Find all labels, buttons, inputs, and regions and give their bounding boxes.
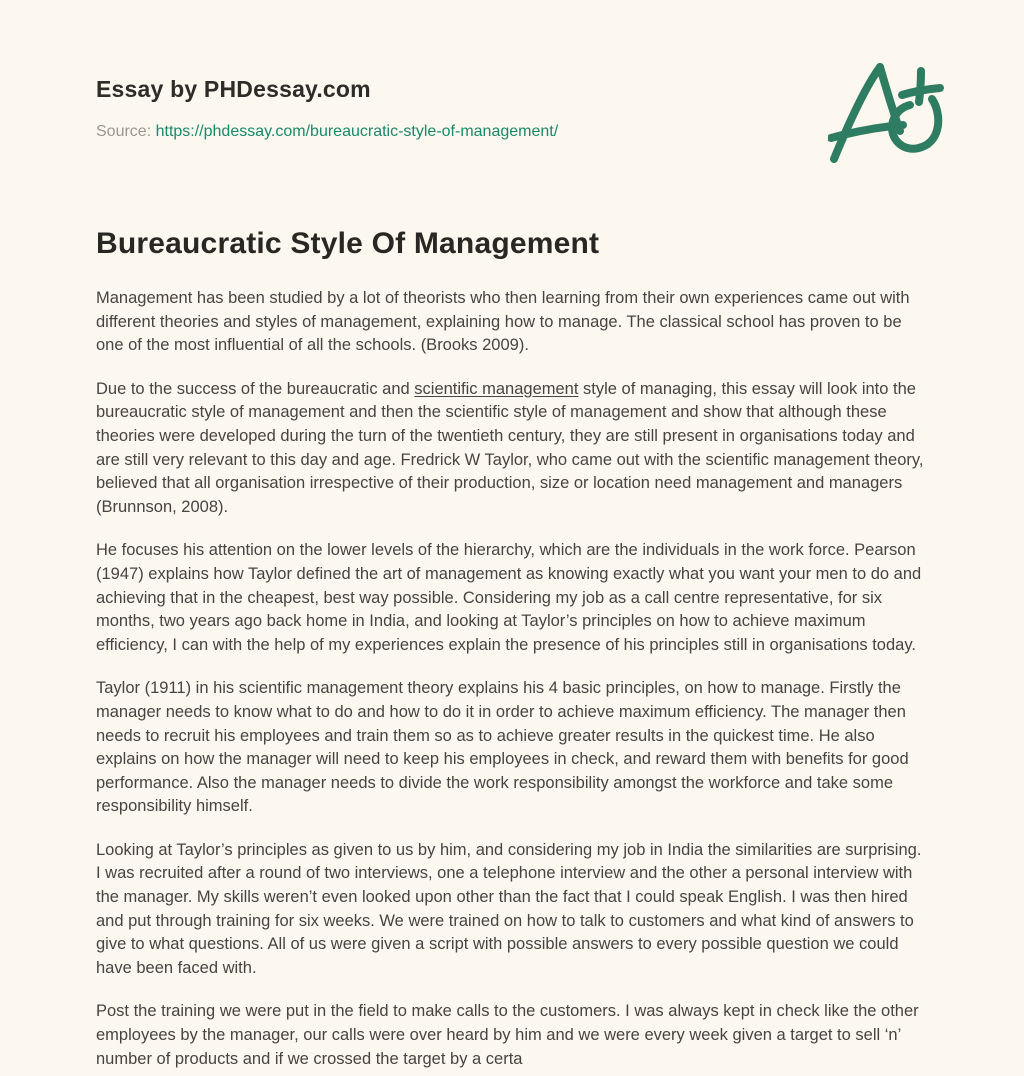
paragraph-1: Management has been studied by a lot of theorists who then learning from their own experiences came out with different theories and styles of management, explaining how to manage. The classical school has proven to be one of the most influential of all the schools. (Brooks 2009).	[96, 289, 910, 355]
essay-body	[96, 287, 928, 1071]
essay-byline: Essay by PHDessay.com	[96, 76, 371, 102]
essay-title: Bureaucratic Style Of Management	[96, 227, 600, 260]
phdessay-logo	[828, 58, 954, 166]
paragraph-2-text-before: Due to the success of the bureaucratic and	[96, 379, 415, 398]
paragraph-5: Looking at Taylor’s principles as given to us by him, and considering my job in India the similarities are surprising. I was recruited after a round of two interviews, one a telephone interview and the other a personal interview with the manager. My skills weren’t even looked upon other than the fact that I could speak English. I was then hired and put through training for six weeks. We were trained on how to talk to customers and what kind of answers to give to what questions. All of us were given a script with possible answers to every possible question we could have been faced with.	[96, 840, 922, 977]
paragraph-6: Post the training we were put in the field to make calls to the customers. I was always kept in check like the other employees by the manager, our calls were over heard by him and we were every week given a target to sell ‘n’ number of products and if we crossed the target by a certa	[96, 1002, 919, 1068]
a-plus-logo-icon	[828, 153, 954, 170]
source-row	[96, 123, 928, 141]
paragraph-2	[96, 378, 928, 520]
paragraph-4: Taylor (1911) in his scientific management theory explains his 4 basic principles, on how to manage. Firstly the manager needs to know what to do and how to do it in order to achieve maximum efficiency. The manager then needs to recruit his employees and train them so as to achieve greater results in the quickest time. He also explains on how the manager will need to keep his employees in check, and reward them with benefits for good performance. Also the manager needs to divide the work responsibility amongst the workforce and take some responsibility himself.	[96, 679, 909, 816]
scientific-management-link[interactable]: scientific management	[414, 379, 579, 398]
source-link[interactable]: https://phdessay.com/bureaucratic-style-of-management/	[155, 123, 559, 140]
header	[96, 0, 928, 141]
paragraph-3: He focuses his attention on the lower levels of the hierarchy, which are the individuals in the work force. Pearson (1947) explains how Taylor defined the art of management as knowing exactly what you want your men to do and achieving that in the cheapest, best way possible. Considering my job as a call centre representative, for six months, two years ago back home in India, and looking at Taylor’s principles on how to achieve maximum efficiency, I can with the help of my experiences explain the presence of his principles still in organisations today.	[96, 541, 922, 654]
source-label: Source:	[96, 123, 152, 140]
paragraph-2-text-after: style of managing, this essay will look into the bureaucratic style of management and then the scientific style of management and show that although these theories were developed during the turn of the twentieth century, they are still present in organisations today and are still very relevant to this day and age. Fredrick W Taylor, who came out with the scientific management theory, believed that all organisation irrespective of their production, size or location need management and managers (Brunnson, 2008).	[96, 379, 924, 516]
